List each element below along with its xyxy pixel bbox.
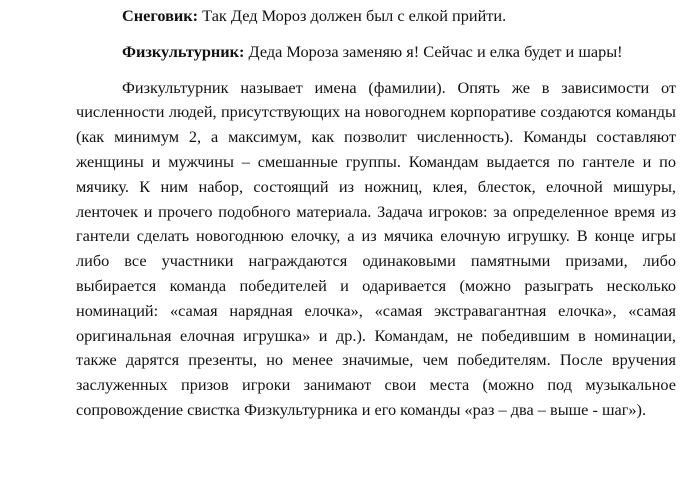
speaker-name: Снеговик: [122,6,199,25]
document-body [76,4,676,423]
paragraph-text: Физкультурник называет имена (фамилии). Опять же в зависимости от численности людей, присутствующих на новогоднем корпоративе создаются команды (как минимум 2, а максимум, как позволит численность). Команды составляют женщины и мужчины – смешанные группы. Командам выдается по гантеле и по мячику. К ним набор, состоящий из ножниц, клея, блесток, елочной мишуры, ленточек и прочего подобного материала. Задача игроков: за определенное время из гантели сделать новогоднюю елочку, а из мячика елочную игрушку. В конце игры либо все участники награждаются одинаковыми памятными призами, либо выбирается команда победителей и одаривается (можно разыграть несколько номинаций: «самая нарядная елочка», «самая экстравагантная елочка», «самая оригинальная елочная игрушка» и др.). Командам, не победившим в номинации, также дарятся презенты, но менее значимые, чем победителям. После вручения заслуженных призов игроки занимают свои места (можно под музыкальное сопровождение свистка Физкультурника и его команды «раз – два – выше - шаг»). [76,77,676,419]
dialogue-text: Так Дед Мороз должен был с елкой прийти. [198,6,507,25]
dialogue-line-snowman [76,4,676,29]
game-description-paragraph [76,76,676,423]
dialogue-text: Деда Мороза заменяю я! Сейчас и елка будет и шары! [244,41,623,61]
dialogue-line-coach [76,40,676,65]
speaker-name: Физкультурник: [122,41,245,61]
